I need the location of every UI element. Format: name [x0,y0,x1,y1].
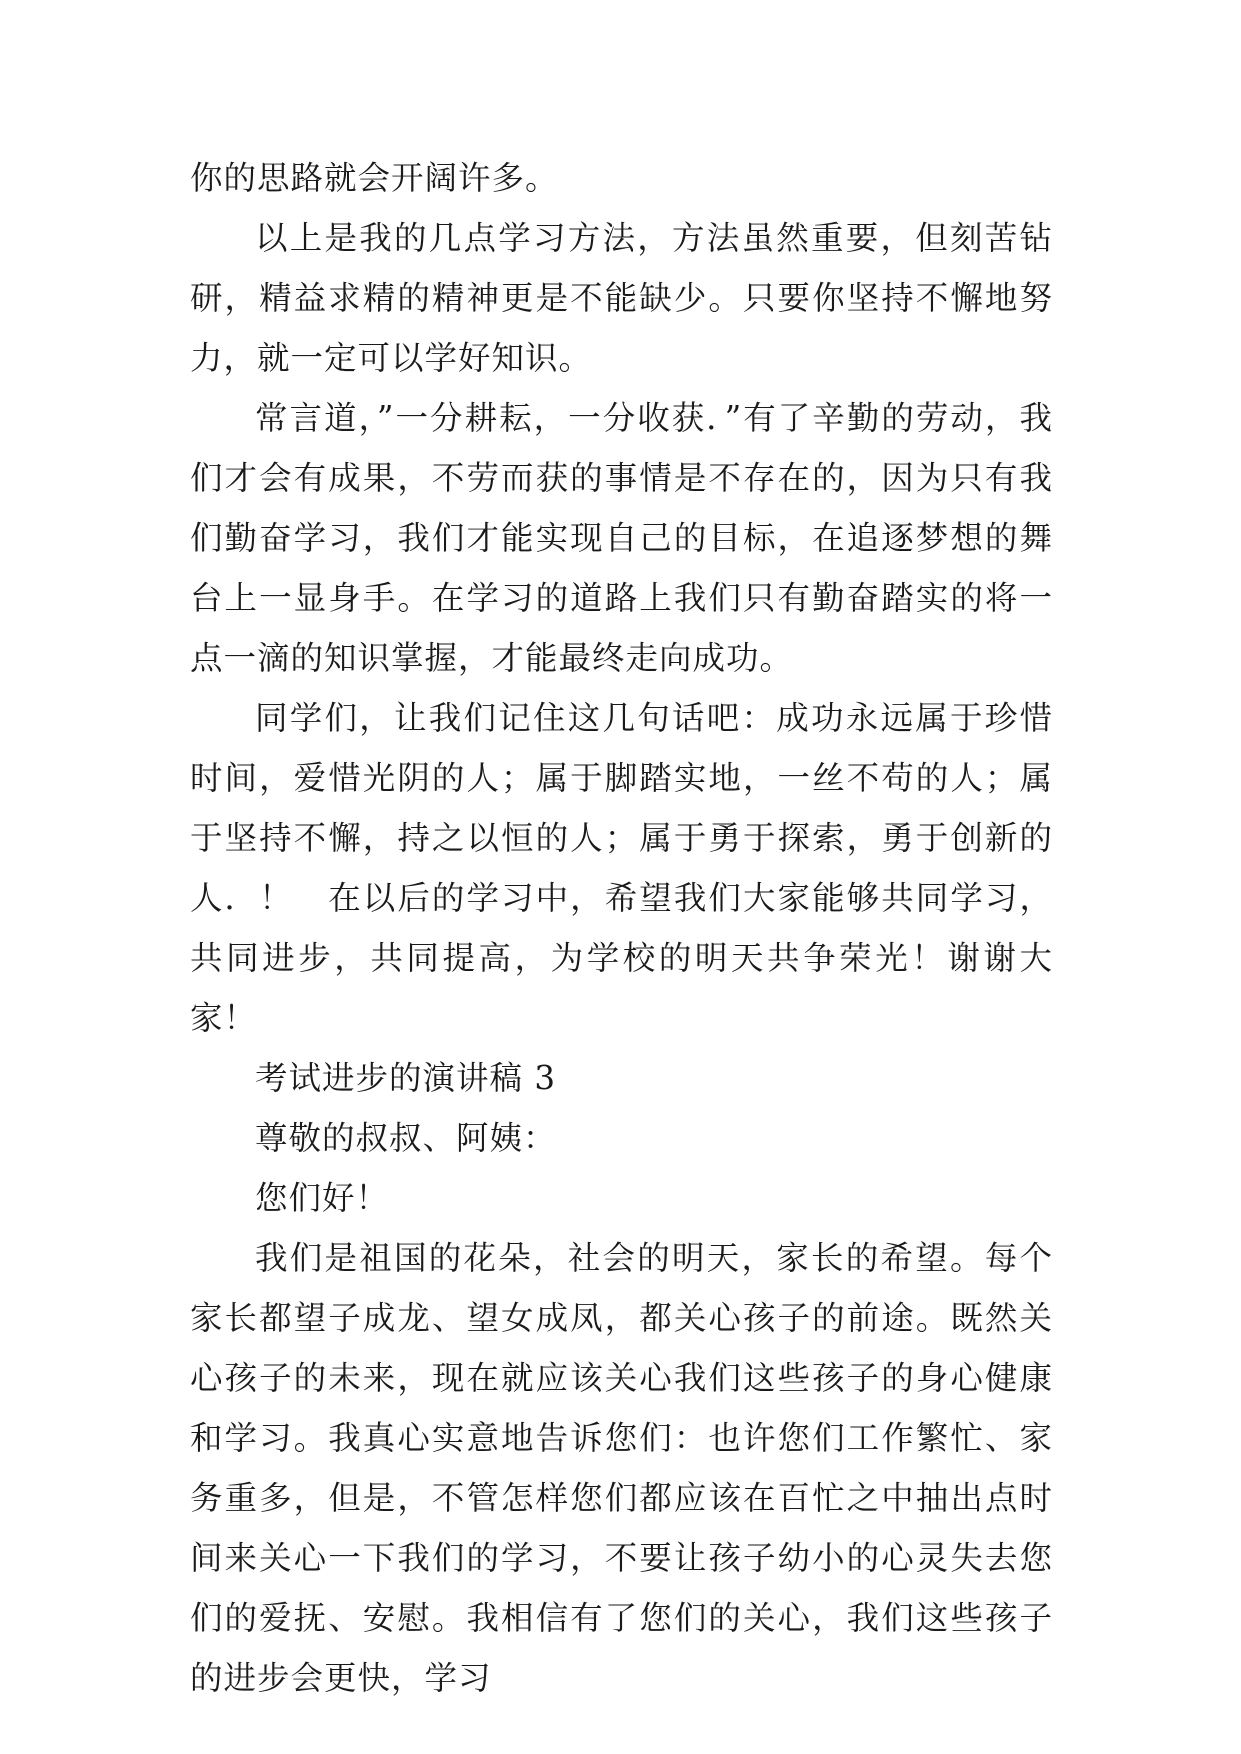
section-heading: 考试进步的演讲稿 3 [255,1059,557,1097]
paragraph: 我们是祖国的花朵，社会的明天，家长的希望。每个家长都望子成龙、望女成凤，都关心孩子的前途。既然关心孩子的未来，现在就应该关心我们这些孩子的身心健康和学习。我真心实意地告诉您们：也许您们工作繁忙、家务重多，但是，不管怎样您们都应该在百忙之中抽出点时间来关心一下我们的学习，不要让孩子幼小的心灵失去您们的爱抚、安慰。我相信有了您们的关心，我们这些孩子的进步会更快，学习 [190,1239,1053,1697]
document-page [190,148,1053,1708]
paragraph: 同学们，让我们记住这几句话吧：成功永远属于珍惜时间，爱惜光阴的人；属于脚踏实地，一丝不苟的人；属于坚持不懈，持之以恒的人；属于勇于探索，勇于创新的人．！ 在以后的学习中，希望我们大家能够共同学习，共同进步，共同提高，为学校的明天共争荣光！谢谢大家！ [190,699,1053,1037]
paragraph: 常言道，”一分耕耘，一分收获．”有了辛勤的劳动，我们才会有成果，不劳而获的事情是不存在的，因为只有我们勤奋学习，我们才能实现自己的目标，在追逐梦想的舞台上一显身手。在学习的道路上我们只有勤奋踏实的将一点一滴的知识掌握，才能最终走向成功。 [190,399,1053,677]
salutation: 尊敬的叔叔、阿姨： [255,1119,557,1157]
paragraph: 你的思路就会开阔许多。 [190,159,559,197]
greeting: 您们好！ [255,1179,390,1217]
paragraph: 以上是我的几点学习方法，方法虽然重要，但刻苦钻研，精益求精的精神更是不能缺少。只要你坚持不懈地努力，就一定可以学好知识。 [190,219,1053,377]
